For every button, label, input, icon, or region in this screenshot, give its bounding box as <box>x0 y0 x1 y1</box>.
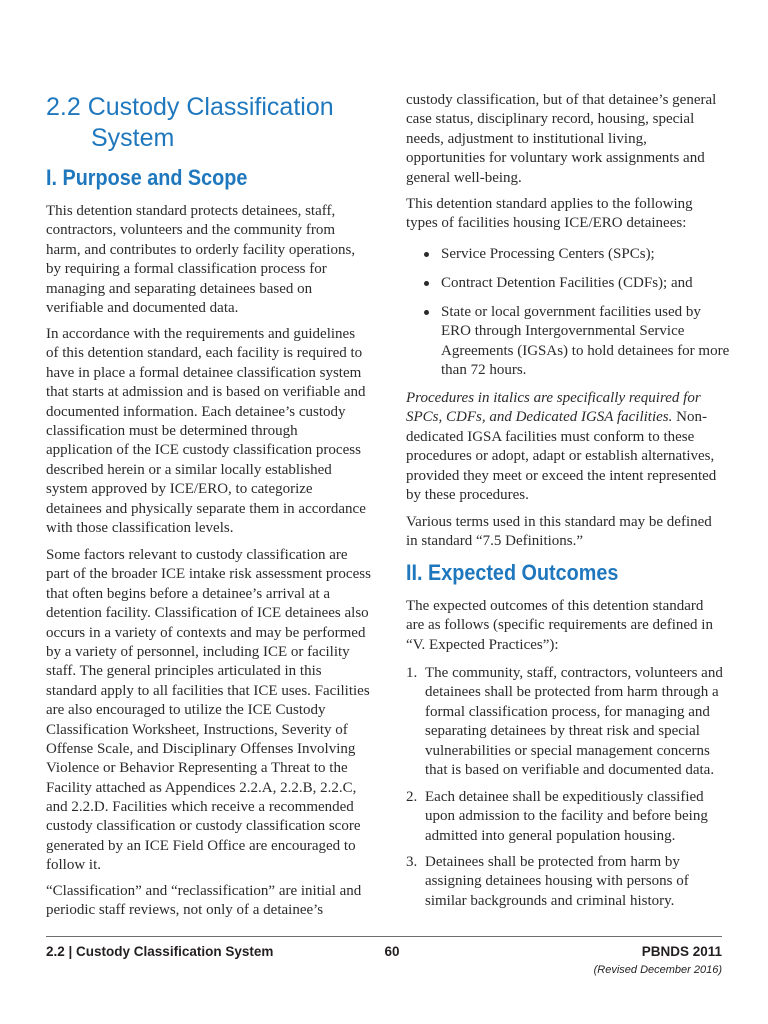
text-line: standard apply to all facilities that ICE uses. Facilities <box>46 682 370 699</box>
text-line: detention facility. Classification of ICE detainees also <box>46 605 369 622</box>
text-line: occurs in a variety of contexts and may be performed <box>46 624 366 641</box>
text-line: formal classification process, for managing and <box>425 703 710 720</box>
italic-text: Procedures in italics are specifically required for <box>406 390 701 406</box>
text-line: in standard “7.5 Definitions.” <box>406 533 584 550</box>
text-line: system approved by ICE/ERO, to categorize <box>46 481 313 498</box>
text-line: and 2.2.D. Facilities which receive a recommended <box>46 799 354 816</box>
text-line: Each detainee shall be expeditiously classified <box>425 789 704 805</box>
text-line: staff. The general principles articulated in this <box>46 663 322 680</box>
outcome-item-text <box>425 788 708 846</box>
text-line: custody classification or custody classification score <box>46 818 361 835</box>
text-line: general well-being. <box>406 169 522 186</box>
text-line: case status, disciplinary record, housing, special <box>406 111 695 128</box>
text-line: Service Processing Centers (SPCs); <box>441 246 655 262</box>
paragraph <box>46 202 355 318</box>
text-line: upon admission to the facility and before being <box>425 808 708 825</box>
footer-standard-name: PBNDS 2011 <box>641 944 722 959</box>
footer-revision-date: (Revised December 2016) <box>593 964 722 976</box>
item-number: 3. <box>406 854 418 870</box>
text-line: are also encouraged to utilize the ICE Custody <box>46 702 326 719</box>
text-line: have in place a formal detainee classification system <box>46 364 362 381</box>
text-line: custody classification, but of that detainee’s general <box>406 92 717 108</box>
text-line: The community, staff, contractors, volunteers and <box>425 665 723 681</box>
text-line: dedicated IGSA facilities must conform to these <box>406 428 695 445</box>
outcome-item-text <box>425 853 689 911</box>
text-line: vulnerabilities or special management concerns <box>425 742 710 759</box>
item-number: 1. <box>406 665 418 681</box>
footer-divider <box>46 936 722 937</box>
paragraph <box>46 882 361 921</box>
text-line: by a variety of personnel, including ICE or facility <box>46 643 350 660</box>
text-line: “V. Expected Practices”): <box>406 636 559 653</box>
text-line <box>406 408 716 427</box>
text-line: similar backgrounds and criminal history. <box>425 892 675 909</box>
italic-text: SPCs, CDFs, and Dedicated IGSA facilities. <box>406 409 673 426</box>
text-line: than 72 hours. <box>441 362 527 379</box>
text-line: Detainees shall be protected from harm by <box>425 854 680 870</box>
footer-section-label: 2.2 | Custody Classification System <box>46 944 274 959</box>
text-line: that is based on verifiable and documented data. <box>425 761 715 778</box>
text-line: classification must be determined through <box>46 422 298 439</box>
text-line: Various terms used in this standard may be defined <box>406 514 712 530</box>
paragraph <box>406 513 712 552</box>
paragraph-continued <box>406 91 716 188</box>
text-line: managing and separating detainees based on <box>46 280 313 297</box>
item-number: 2. <box>406 789 418 805</box>
text-line: follow it. <box>46 857 101 874</box>
text-line: verifiable and documented data. <box>46 299 239 316</box>
list-item-text <box>441 303 729 381</box>
text-line: needs, adjustment to institutional living, <box>406 130 647 147</box>
text-line: are as follows (specific requirements are defined in <box>406 617 713 634</box>
outcome-list-item <box>406 664 723 780</box>
paragraph <box>46 546 371 876</box>
text-line: application of the ICE custody classification process <box>46 442 361 459</box>
text-line: This detention standard protects detainees, staff, <box>46 203 336 219</box>
text-line: Contract Detention Facilities (CDFs); and <box>441 275 693 291</box>
outcome-list-item <box>406 788 708 846</box>
text-line: part of the broader ICE intake risk assessment process <box>46 566 371 583</box>
text-line: of this detention standard, each facility is required to <box>46 345 363 362</box>
paragraph <box>406 195 693 234</box>
text-line: opportunities for voluntary work assignments and <box>406 150 705 167</box>
text-line: that often begins before a detainee’s arrival at a <box>46 585 331 602</box>
paragraph <box>406 597 713 655</box>
page-title: 2.2 Custody Classification System <box>46 93 334 152</box>
paragraph-italics-note <box>406 389 716 505</box>
text-line: The expected outcomes of this detention standard <box>406 598 704 614</box>
text-line: This detention standard applies to the following <box>406 196 693 212</box>
text-line: ERO through Intergovernmental Service <box>441 323 685 340</box>
list-item-text <box>441 274 693 293</box>
list-item-text <box>441 245 655 264</box>
section-heading-expected-outcomes: II. Expected Outcomes <box>406 560 619 585</box>
text-line: types of facilities housing ICE/ERO detainees: <box>406 215 687 232</box>
section-heading-purpose-and-scope: I. Purpose and Scope <box>46 165 248 190</box>
text-line: Agreements (IGSAs) to hold detainees for more <box>441 342 730 359</box>
text-line: Facility attached as Appendices 2.2.A, 2.2.B, 2.2.C, <box>46 779 357 796</box>
text-line: Offense Scale, and Disciplinary Offenses Involving <box>46 740 356 757</box>
facility-type-list-item <box>406 303 729 381</box>
text-line: admitted into general population housing. <box>425 827 676 844</box>
text-segment: Non- <box>672 409 707 426</box>
text-line: by requiring a formal classification process for <box>46 261 327 278</box>
text-line: that starts at admission and is based on verifiable and <box>46 384 366 401</box>
text-line: provided they meet or exceed the intent represented <box>406 467 717 484</box>
text-line: by these procedures. <box>406 486 529 503</box>
facility-type-list-item <box>406 245 655 264</box>
outcome-list-item <box>406 853 689 911</box>
text-line: documented information. Each detainee’s custody <box>46 403 346 420</box>
text-line: periodic staff reviews, not only of a detainee’s <box>46 902 324 919</box>
text-line: contractors, volunteers and the community from <box>46 222 336 239</box>
text-line <box>406 389 716 408</box>
text-line: detainees and physically separate them in accordance <box>46 500 366 517</box>
text-line: generated by an ICE Field Office are encouraged to <box>46 837 356 854</box>
text-line: In accordance with the requirements and guidelines <box>46 326 356 342</box>
text-line: State or local government facilities used by <box>441 304 701 320</box>
text-line: assigning detainees housing with persons of <box>425 873 689 890</box>
text-line: detainees shall be protected from harm through a <box>425 684 719 701</box>
text-line: Classification Worksheet, Instructions, Severity of <box>46 721 348 738</box>
bullet-icon <box>424 310 429 315</box>
paragraph <box>46 325 366 538</box>
bullet-icon <box>424 252 429 257</box>
text-line: described herein or a similar locally established <box>46 461 332 478</box>
outcome-item-text <box>425 664 723 780</box>
text-line: separating detainees by threat risk and special <box>425 723 700 740</box>
text-line: procedures or adopt, adapt or establish alternatives, <box>406 448 715 465</box>
page-number: 60 <box>384 944 400 959</box>
text-line: Violence or Behavior Representing a Threat to the <box>46 760 348 777</box>
text-line: Some factors relevant to custody classification are <box>46 547 348 563</box>
bullet-icon <box>424 281 429 286</box>
text-line: with those classification levels. <box>46 519 234 536</box>
facility-type-list-item <box>406 274 693 293</box>
text-line: “Classification” and “reclassification” are initial and <box>46 883 362 899</box>
text-line: harm, and contributes to orderly facility operations, <box>46 241 356 258</box>
